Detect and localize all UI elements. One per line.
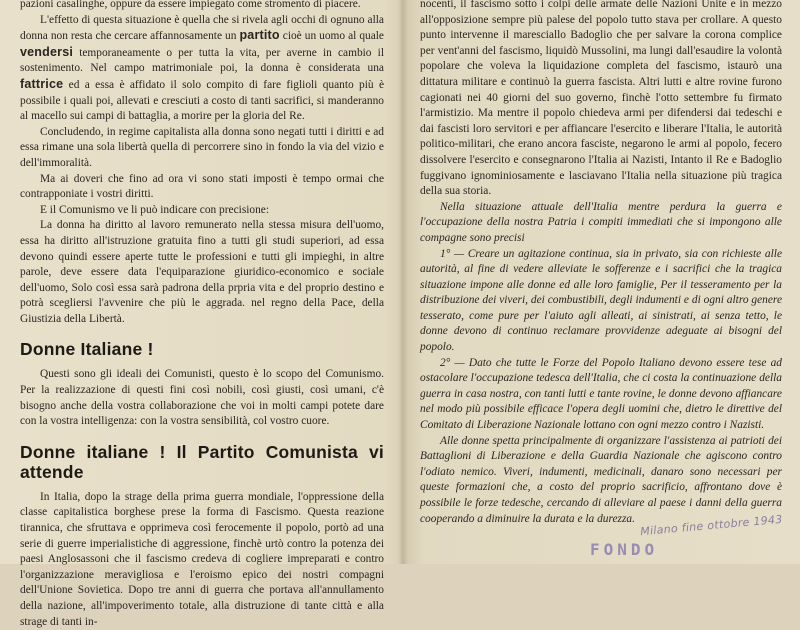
left-column — [20, 0, 384, 628]
paragraph: In Italia, dopo la strage della prima guerra mondiale, l'oppressione della classe capitalistica borghese prese la forma di Fascismo. Questa reazione tirannica, che sfruttava e opprimeva così ferocemente il popolo, portò ad una serie di guerre imperialistiche di aggressione, finchè urtò contro la potenza dei paesi Anglosassoni che il fascismo credeva di cogliere impreparati e contro l'organizzazione meravigliosa e l'eroismo epico dei nostri compagni dell'Unione Sovietica. Dopo tre anni di guerra che portava all'annullamento della nazione, all'impoverimento totale, alla distruzione di tante città e alla strage di tanti in- — [20, 490, 384, 628]
paragraph: E il Comunismo ve li può indicare con precisione: — [40, 203, 270, 216]
text-run: temporaneamente o per tutta la vita, per averne in cambio il sostenimento. Nel campo matrimoniale poi, la donna è considerata una — [20, 46, 384, 75]
emphasized-word: fattrice — [20, 76, 64, 91]
text-run: ed a essa è affidato il solo compito di fare figlioli quanto più è possibile i quali poi, allevati e cresciuti a costo di tanti sacrifici, si manderanno al macello sui campi di battaglia, a morire per la gloria del Re. — [20, 78, 384, 123]
paragraph: pazioni casalinghe, oppure da essere impiegato come stromento di piacere. — [20, 0, 361, 10]
text-run: cioè un uomo al quale — [282, 30, 384, 43]
paragraph: nocenti, il fascismo sotto i colpi delle armate delle Nazioni Unite e in mezzo all'opposizione sempre più palese del popolo tutto stava per crollare. A questo punto intervenne il maresciallo Badoglio che per salvare la corona complice per vent'anni del fascismo, liquidò Mussolini, ma lungi dall'esaudire la volontà popolare che voleva la liquidazione completa del fascismo, istaurò una dittatura militare e continuò la guerra fascista. Altri lutti e altre rovine furono cagionati nei 40 giorni del suo governo, finchè l'otto settembre fu firmato l'armistizio. Ma mentre il popolo chiedeva armi per difendersi dai tedeschi e dai fascisti loro servitori e per affiancare l'esercito e liberare l'Italia, le autorità politico-militari, che erano ancora fasciste, negarono le armi al popolo, fecero dissolvere l'esercito e consegnarono l'Italia ai Nazisti, Intanto il Re e Badoglio fuggivano ignominiosamente e lasciavano l'Italia nella situazione più tragica della sua storia. — [420, 0, 782, 198]
text-run: L'effetto di questa situazione è quella che si rivela agli occhi di ognuno alla donna non resta che cercare affannosamente un — [20, 13, 384, 43]
paragraph: 2° — Dato che tutte le Forze del Popolo Italiano devono essere tese ad ostacolare l'occupazione tedesca dell'Italia, che ci costa la continuazione della guerra in casa nostra, con tanti lutti e tante rovine, le donne devono affiancare nel modo più possibile efficace l'opera degli uomini che, dietro le direttive del Comitato di Liberazione Nazionale lottano con ogni mezzo contro i Nazisti. — [420, 356, 782, 432]
emphasized-word: vendersi — [20, 44, 74, 59]
paragraph: La donna ha diritto al lavoro remunerato nella stessa misura dell'uomo, essa ha diritto all'istruzione gratuita fino a tutti gli studi superiori, ad essa devono quindi essere aperte tutte le professioni e tutti gli impieghi, in altre parole, deve essere data l'equiparazione giuridico-economico e sociale dell'uomo, Solo così essa sarà padrona della prpria vita e del proprio destino e potrà scegliersi l'avvenire che più le aggrada. nel regno della Pace, della Giustizia della Libertà. — [20, 219, 384, 325]
paragraph — [20, 13, 384, 125]
section-heading: Donne Italiane ! — [20, 339, 154, 360]
paragraph: Alle donne spetta principalmente di organizzare l'assistenza ai patrioti dei Battaglioni di Liberazione e della Guardia Nazionale che agiscono contro l'odiato nemico. Viveri, indumenti, medicinali, danaro sono necessari per queste formazioni che, a costo del proprio sacrificio, affrontano dove è possibile le forze tedesche, cercando di alleviare al paese i danni della guerra cooperando a diminuire la durata e la durezza. — [420, 434, 782, 525]
emphasized-word: partito — [239, 28, 280, 43]
handwritten-annotation: Milano fine ottobre 1943 — [639, 512, 784, 539]
paragraph: Ma ai doveri che fino ad ora vi sono stati imposti è tempo ormai che contrapponiate i vostri diritti. — [20, 172, 384, 201]
right-column — [420, 0, 782, 564]
section-heading: Donne italiane ! Il Partito Comunista vi attende — [20, 441, 384, 482]
paragraph: Questi sono gli ideali dei Comunisti, questo è lo scopo del Comunismo. Per la realizzazione di questi fini così nobili, così giusti, così umani, c'è bisogno anche della vostra collaborazione che voi in molti campi potete dare con la vostra intelligenza: con la vostra sensibilità, col vostro cuore. — [20, 368, 384, 428]
paragraph: 1° — Creare un agitazione continua, sia in privato, sia con richieste alle autorità, al fine di vedere alleviate le sofferenze e i sacrifici che la tragica situazione impone alle donne ed alle loro famiglie, Per il tesseramento per la distribuzione dei viveri, dei combustibili, degli indumenti e di ogni altro genere tesserato, come pure per l'aiuto agli alleati, ai sinistrati, ai senza tetto, le donne devono di continuo reclamare provvidenze adeguate ai bisogni del popolo. — [420, 247, 782, 354]
page-fold — [398, 0, 408, 564]
paragraph: Concludendo, in regime capitalista alla donna sono negati tutti i diritti e ad essa rimane una sola libertà quella di percorrere sino in fondo la via del vizio e dell'immoralità. — [20, 125, 384, 169]
paragraph: Nella situazione attuale dell'Italia mentre perdura la guerra e l'occupazione della nostra Patria i compiti immediati che si impongono alle compagne sono precisi — [420, 200, 782, 244]
archive-stamp: FONDO — [590, 540, 659, 559]
